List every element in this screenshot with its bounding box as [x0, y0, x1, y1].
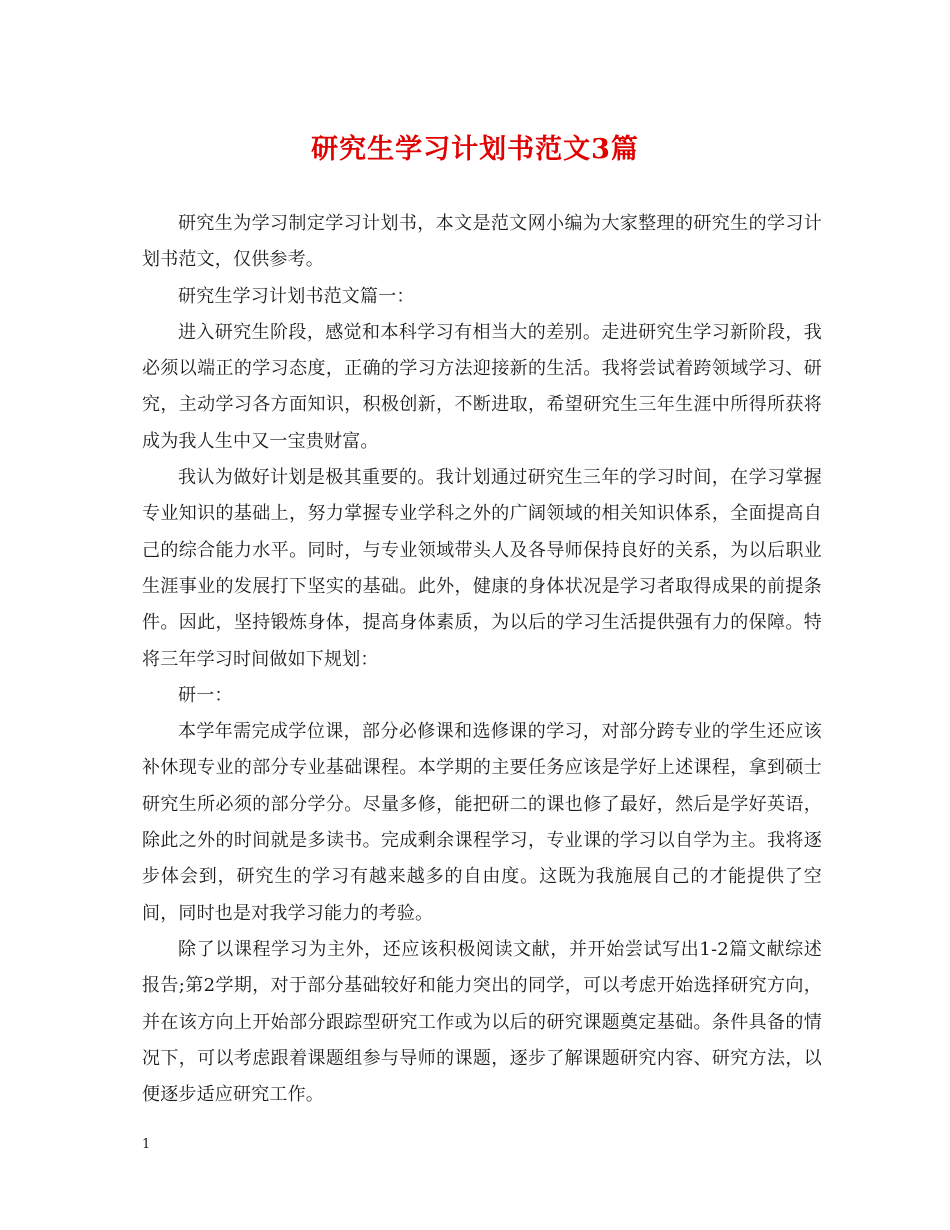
document-title: 研究生学习计划书范文3篇	[311, 134, 639, 165]
paragraph-year-one-research: 除了以课程学习为主外，还应该积极阅读文献，并开始尝试写出1-2篇文献综述报告;第2学期，对于部分基础较好和能力突出的同学，可以考虑开始选择研究方向，并在该方向上开始部分跟踪型研究工作或为以后的研究课题奠定基础。条件具备的情况下，可以考虑跟着课题组参与导师的课题，逐步了解课题研究内容、研究方法，以便逐步适应研究工作。	[142, 938, 822, 1106]
paragraph-year-one-heading: 研一：	[178, 684, 233, 706]
paragraph-year-one-courses: 本学年需完成学位课，部分必修课和选修课的学习，对部分跨专业的学生还应该补休现专业的部分专业基础课程。本学期的主要任务应该是学好上述课程，拿到硕士研究生所必须的部分学分。尽量多修，能把研二的课也修了最好，然后是学好英语，除此之外的时间就是多读书。完成剩余课程学习，专业课的学习以自学为主。我将逐步体会到，研究生的学习有越来越多的自由度。这既为我施展自己的才能提供了空间，同时也是对我学习能力的考验。	[142, 721, 822, 924]
paragraph-stage-intro: 进入研究生阶段，感觉和本科学习有相当大的差别。走进研究生学习新阶段，我必须以端正的学习态度，正确的学习方法迎接新的生活。我将尝试着跨领域学习、研究，主动学习各方面知识，积极创新，不断进取，希望研究生三年生涯中所得所获将成为我人生中又一宝贵财富。	[142, 321, 822, 452]
paragraph-section-heading: 研究生学习计划书范文篇一：	[178, 285, 415, 307]
paragraph-intro: 研究生为学习制定学习计划书，本文是范文网小编为大家整理的研究生的学习计划书范文，仅供参考。	[142, 213, 822, 271]
page-number: 1	[142, 1137, 151, 1152]
document-body	[142, 206, 822, 1113]
paragraph-planning: 我认为做好计划是极其重要的。我计划通过研究生三年的学习时间，在学习掌握专业知识的基础上，努力掌握专业学科之外的广阔领域的相关知识体系，全面提高自己的综合能力水平。同时，与专业领域带头人及各导师保持良好的关系，为以后职业生涯事业的发展打下坚实的基础。此外，健康的身体状况是学习者取得成果的前提条件。因此，坚持锻炼身体，提高身体素质，为以后的学习生活提供强有力的保障。特将三年学习时间做如下规划：	[142, 467, 822, 670]
